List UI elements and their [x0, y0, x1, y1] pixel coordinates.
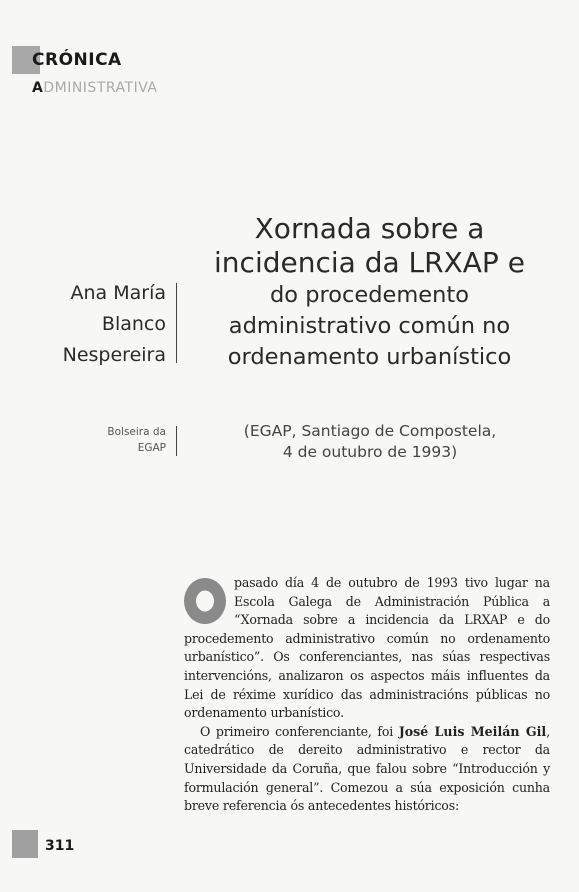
affiliation-divider — [176, 426, 177, 456]
section-subtitle-initial: A — [32, 80, 44, 96]
page-footer — [12, 830, 112, 862]
paragraph-2-rest: , catedrático de dereito administrativo e rector da Universidade da Coruña, que falou sobre “Introducción y formulación general”. Comezou a súa exposición cunha breve referencia ós antecedentes históricos: — [184, 723, 550, 814]
title-line-5: ordenamento urbanístico — [227, 344, 512, 370]
speaker-name: José Luis Meilán Gil — [398, 723, 547, 739]
author-name — [40, 278, 166, 371]
drop-cap-o-icon — [182, 576, 228, 628]
author-divider — [176, 283, 177, 363]
event-details-line-2: 4 de outubro de 1993) — [282, 443, 458, 461]
paragraph-1 — [184, 574, 550, 723]
footer-marker-square — [12, 830, 38, 858]
section-title-rest: RÓNICA — [44, 50, 122, 70]
title-line-2: incidencia da LRXAP e — [214, 246, 525, 279]
author-line-3: Nespereira — [62, 344, 166, 366]
affiliation-line-1: Bolseira da — [107, 426, 166, 438]
paragraph-1-text: pasado día 4 de outubro de 1993 tivo lugar na Escola Galega de Administración Pública a “Xornada sobre a incidencia da LRXAP e do procedemento administrativo común no ordenamento urbanístico”. Os conferenciantes, nas súas respectivas intervencións, analizaron os aspectos máis influentes da Lei de réxime xurídico das administracións públicas no ordenamento urbanístico. — [184, 575, 550, 721]
section-title-initial: C — [32, 50, 45, 70]
title-line-1: Xornada sobre a — [254, 212, 485, 245]
event-details — [205, 421, 535, 463]
section-subtitle-rest: DMINISTRATIVA — [43, 80, 158, 96]
page-number: 311 — [45, 838, 75, 854]
author-line-2: Blanco — [101, 313, 166, 335]
title-line-4: administrativo común no — [228, 313, 511, 339]
author-affiliation — [70, 424, 166, 456]
author-line-1: Ana María — [70, 282, 166, 304]
article-title — [182, 212, 557, 373]
article-body — [184, 574, 550, 816]
section-title-line1 — [32, 50, 122, 70]
event-details-line-1: (EGAP, Santiago de Compostela, — [243, 422, 497, 440]
section-header — [12, 44, 212, 104]
paragraph-2 — [184, 723, 550, 816]
title-line-3: do procedemento — [270, 282, 469, 308]
section-title-line2 — [32, 80, 157, 96]
affiliation-line-2: EGAP — [137, 442, 166, 454]
paragraph-2-lead: O primeiro conferenciante, foi — [200, 723, 399, 739]
